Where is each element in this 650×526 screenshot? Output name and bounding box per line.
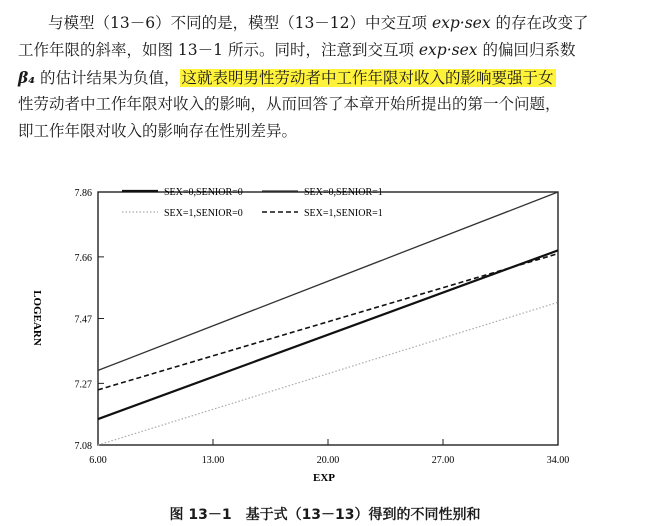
y-tick-label: 7.86 — [74, 188, 92, 199]
y-tick-label: 7.08 — [74, 441, 92, 452]
y-tick-label: 7.47 — [74, 314, 92, 326]
text-run: 工作年限的斜率，如图 13－1 所示。同时，注意到交互项 — [18, 41, 419, 59]
paragraph-line-4: 性劳动者中工作年限对收入的影响，从而回答了本章开始所提出的第一个问题， — [18, 95, 561, 113]
y-tick-label: 7.66 — [74, 252, 92, 264]
plot-frame — [98, 192, 558, 445]
text-run: 的存在改变了 — [490, 14, 589, 32]
chart-axes — [98, 192, 558, 445]
x-axis-label: EXP — [313, 472, 335, 484]
beta-symbol: β₄ — [18, 68, 36, 87]
series-line-1 — [98, 250, 558, 419]
paragraph-line-3 — [18, 64, 638, 91]
body-paragraph — [18, 10, 638, 145]
text-run: 的偏回归系数 — [477, 41, 576, 59]
chart-series — [98, 192, 558, 445]
text-run: 的估计结果为负值， — [35, 69, 180, 87]
interaction-term: exp·sex — [431, 14, 491, 32]
figure-caption: 图 13－1 基于式（13－13）得到的不同性别和 — [169, 507, 481, 523]
text-run: 与模型（13－6）不同的是，模型（13－12）中交互项 — [48, 14, 432, 32]
line-chart — [0, 176, 650, 502]
paragraph-line-1 — [18, 10, 638, 37]
x-tick-label: 6.00 — [89, 455, 107, 466]
legend-label: SEX=1,SENIOR=0 — [164, 208, 243, 219]
series-line-3 — [98, 302, 558, 445]
paragraph-line-5: 即工作年限对收入的影响存在性别差异。 — [18, 122, 298, 140]
x-tick-label: 34.00 — [546, 455, 570, 466]
x-tick-label: 20.00 — [316, 455, 340, 466]
y-tick-label: 7.27 — [74, 379, 92, 391]
series-line-4 — [98, 254, 558, 390]
highlighted-text: 这就表明男性劳动者中工作年限对收入的影响要强于女 — [181, 69, 554, 87]
legend-label: SEX=1,SENIOR=1 — [304, 208, 383, 219]
paragraph-line-2 — [18, 37, 638, 64]
legend-label: SEX=0,SENIOR=0 — [164, 187, 243, 198]
chart-ticks — [75, 188, 570, 466]
y-axis-label: LOGEARN — [31, 290, 43, 346]
x-tick-label: 27.00 — [431, 455, 455, 466]
legend-label: SEX=0,SENIOR=1 — [304, 187, 383, 198]
x-tick-label: 13.00 — [201, 455, 225, 466]
interaction-term: exp·sex — [418, 41, 478, 59]
